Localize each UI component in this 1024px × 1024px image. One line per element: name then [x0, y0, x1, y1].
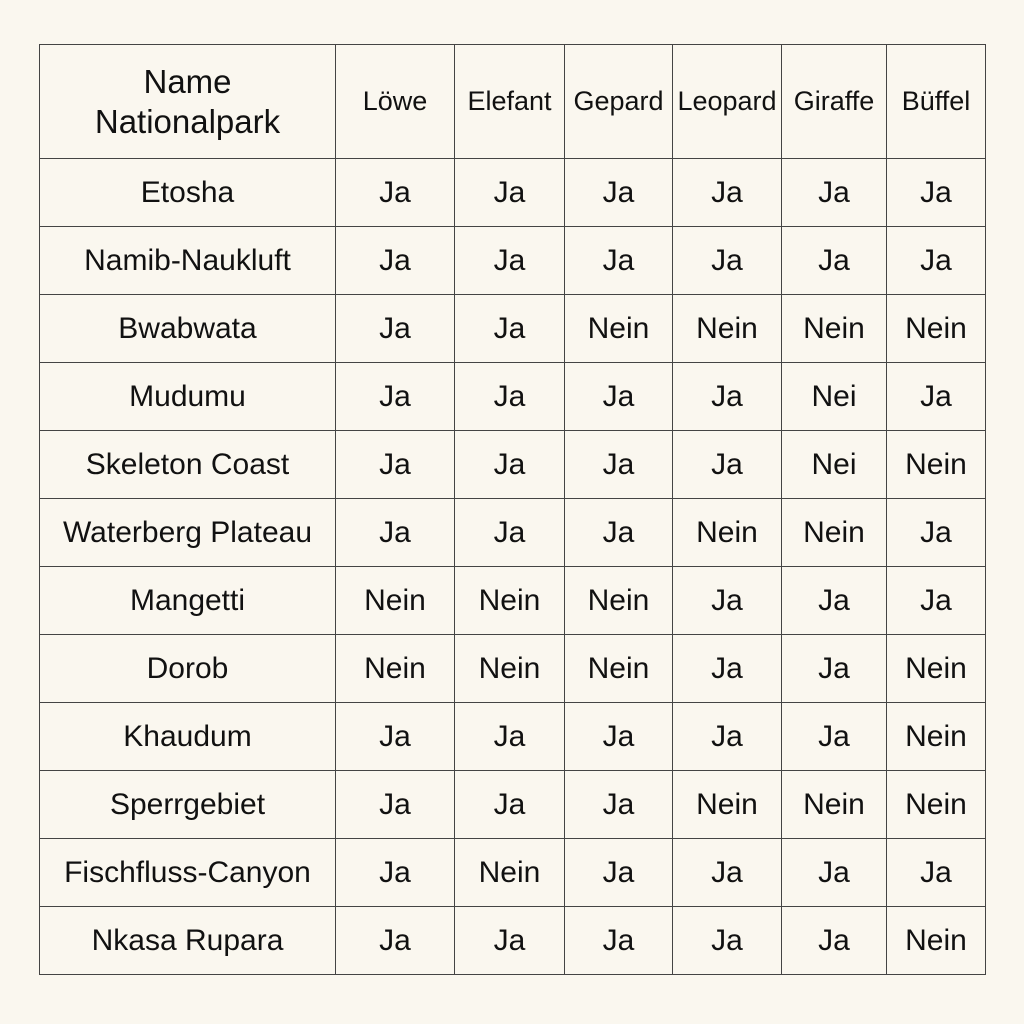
presence-cell: Ja	[336, 431, 455, 499]
table-row	[40, 159, 986, 227]
presence-cell: Ja	[336, 499, 455, 567]
header-animal: Gepard	[565, 45, 673, 159]
presence-cell: Nein	[887, 703, 986, 771]
presence-cell: Ja	[673, 363, 782, 431]
presence-cell: Ja	[336, 771, 455, 839]
presence-cell: Ja	[336, 907, 455, 975]
table-row	[40, 431, 986, 499]
presence-cell: Ja	[673, 159, 782, 227]
presence-cell: Ja	[673, 635, 782, 703]
table-row	[40, 907, 986, 975]
presence-cell: Ja	[455, 703, 565, 771]
presence-cell: Ja	[887, 567, 986, 635]
park-name-cell: Namib-Naukluft	[40, 227, 336, 295]
presence-cell: Ja	[336, 363, 455, 431]
presence-cell: Ja	[887, 159, 986, 227]
presence-cell: Nein	[887, 635, 986, 703]
presence-cell: Ja	[673, 227, 782, 295]
presence-cell: Nein	[673, 295, 782, 363]
presence-cell: Ja	[455, 771, 565, 839]
presence-cell: Nein	[887, 431, 986, 499]
presence-cell: Ja	[782, 159, 887, 227]
presence-cell: Ja	[782, 635, 887, 703]
presence-cell: Ja	[887, 363, 986, 431]
table-row	[40, 295, 986, 363]
header-animal: Löwe	[336, 45, 455, 159]
presence-cell: Nein	[565, 567, 673, 635]
presence-cell: Ja	[782, 907, 887, 975]
header-park-name	[40, 45, 336, 159]
presence-cell: Ja	[565, 159, 673, 227]
header-name-line1: Name	[143, 62, 232, 100]
presence-cell: Ja	[336, 227, 455, 295]
presence-cell: Ja	[455, 907, 565, 975]
presence-cell: Ja	[336, 295, 455, 363]
presence-cell: Ja	[565, 771, 673, 839]
presence-cell: Ja	[673, 567, 782, 635]
header-animal: Giraffe	[782, 45, 887, 159]
table-row	[40, 227, 986, 295]
park-name-cell: Mudumu	[40, 363, 336, 431]
presence-cell: Ja	[887, 839, 986, 907]
header-row	[40, 45, 986, 159]
presence-cell: Nei	[782, 431, 887, 499]
presence-cell: Ja	[336, 159, 455, 227]
park-name-cell: Etosha	[40, 159, 336, 227]
presence-cell: Nein	[336, 635, 455, 703]
park-name-cell: Fischfluss-Canyon	[40, 839, 336, 907]
presence-cell: Nein	[782, 771, 887, 839]
presence-cell: Ja	[455, 499, 565, 567]
presence-cell: Nein	[455, 839, 565, 907]
table-row	[40, 499, 986, 567]
table-row	[40, 703, 986, 771]
presence-cell: Ja	[565, 363, 673, 431]
header-animal: Büffel	[887, 45, 986, 159]
presence-cell: Ja	[565, 839, 673, 907]
presence-cell: Ja	[565, 907, 673, 975]
park-name-cell: Waterberg Plateau	[40, 499, 336, 567]
national-park-animal-table	[39, 44, 986, 975]
presence-cell: Ja	[565, 499, 673, 567]
presence-cell: Ja	[455, 431, 565, 499]
presence-cell: Ja	[455, 363, 565, 431]
park-name-cell: Khaudum	[40, 703, 336, 771]
presence-cell: Ja	[455, 227, 565, 295]
presence-cell: Nein	[565, 635, 673, 703]
presence-cell: Nein	[455, 567, 565, 635]
table-body	[40, 159, 986, 975]
presence-cell: Ja	[782, 839, 887, 907]
presence-cell: Ja	[565, 431, 673, 499]
presence-cell: Ja	[782, 227, 887, 295]
presence-cell: Ja	[565, 703, 673, 771]
presence-cell: Ja	[336, 703, 455, 771]
park-name-cell: Mangetti	[40, 567, 336, 635]
header-animal: Leopard	[673, 45, 782, 159]
presence-cell: Nein	[565, 295, 673, 363]
park-name-cell: Sperrgebiet	[40, 771, 336, 839]
presence-cell: Ja	[887, 499, 986, 567]
park-name-cell: Dorob	[40, 635, 336, 703]
presence-cell: Ja	[673, 703, 782, 771]
park-name-cell: Skeleton Coast	[40, 431, 336, 499]
table-row	[40, 635, 986, 703]
presence-cell: Ja	[336, 839, 455, 907]
presence-cell: Nein	[782, 499, 887, 567]
presence-cell: Ja	[455, 295, 565, 363]
presence-cell: Ja	[673, 839, 782, 907]
presence-cell: Ja	[673, 907, 782, 975]
presence-cell: Ja	[565, 227, 673, 295]
header-animal: Elefant	[455, 45, 565, 159]
presence-cell: Ja	[673, 431, 782, 499]
table-row	[40, 771, 986, 839]
presence-cell: Nein	[887, 295, 986, 363]
presence-cell: Nein	[455, 635, 565, 703]
presence-cell: Nein	[673, 771, 782, 839]
presence-cell: Ja	[887, 227, 986, 295]
presence-cell: Nein	[887, 907, 986, 975]
presence-cell: Nein	[673, 499, 782, 567]
park-name-cell: Nkasa Rupara	[40, 907, 336, 975]
presence-cell: Nein	[782, 295, 887, 363]
presence-cell: Ja	[455, 159, 565, 227]
presence-cell: Nei	[782, 363, 887, 431]
table-row	[40, 839, 986, 907]
presence-cell: Nein	[887, 771, 986, 839]
presence-cell: Ja	[782, 567, 887, 635]
table-row	[40, 567, 986, 635]
presence-cell: Nein	[336, 567, 455, 635]
header-name-line2: Nationalpark	[94, 102, 281, 140]
table-row	[40, 363, 986, 431]
park-name-cell: Bwabwata	[40, 295, 336, 363]
presence-cell: Ja	[782, 703, 887, 771]
